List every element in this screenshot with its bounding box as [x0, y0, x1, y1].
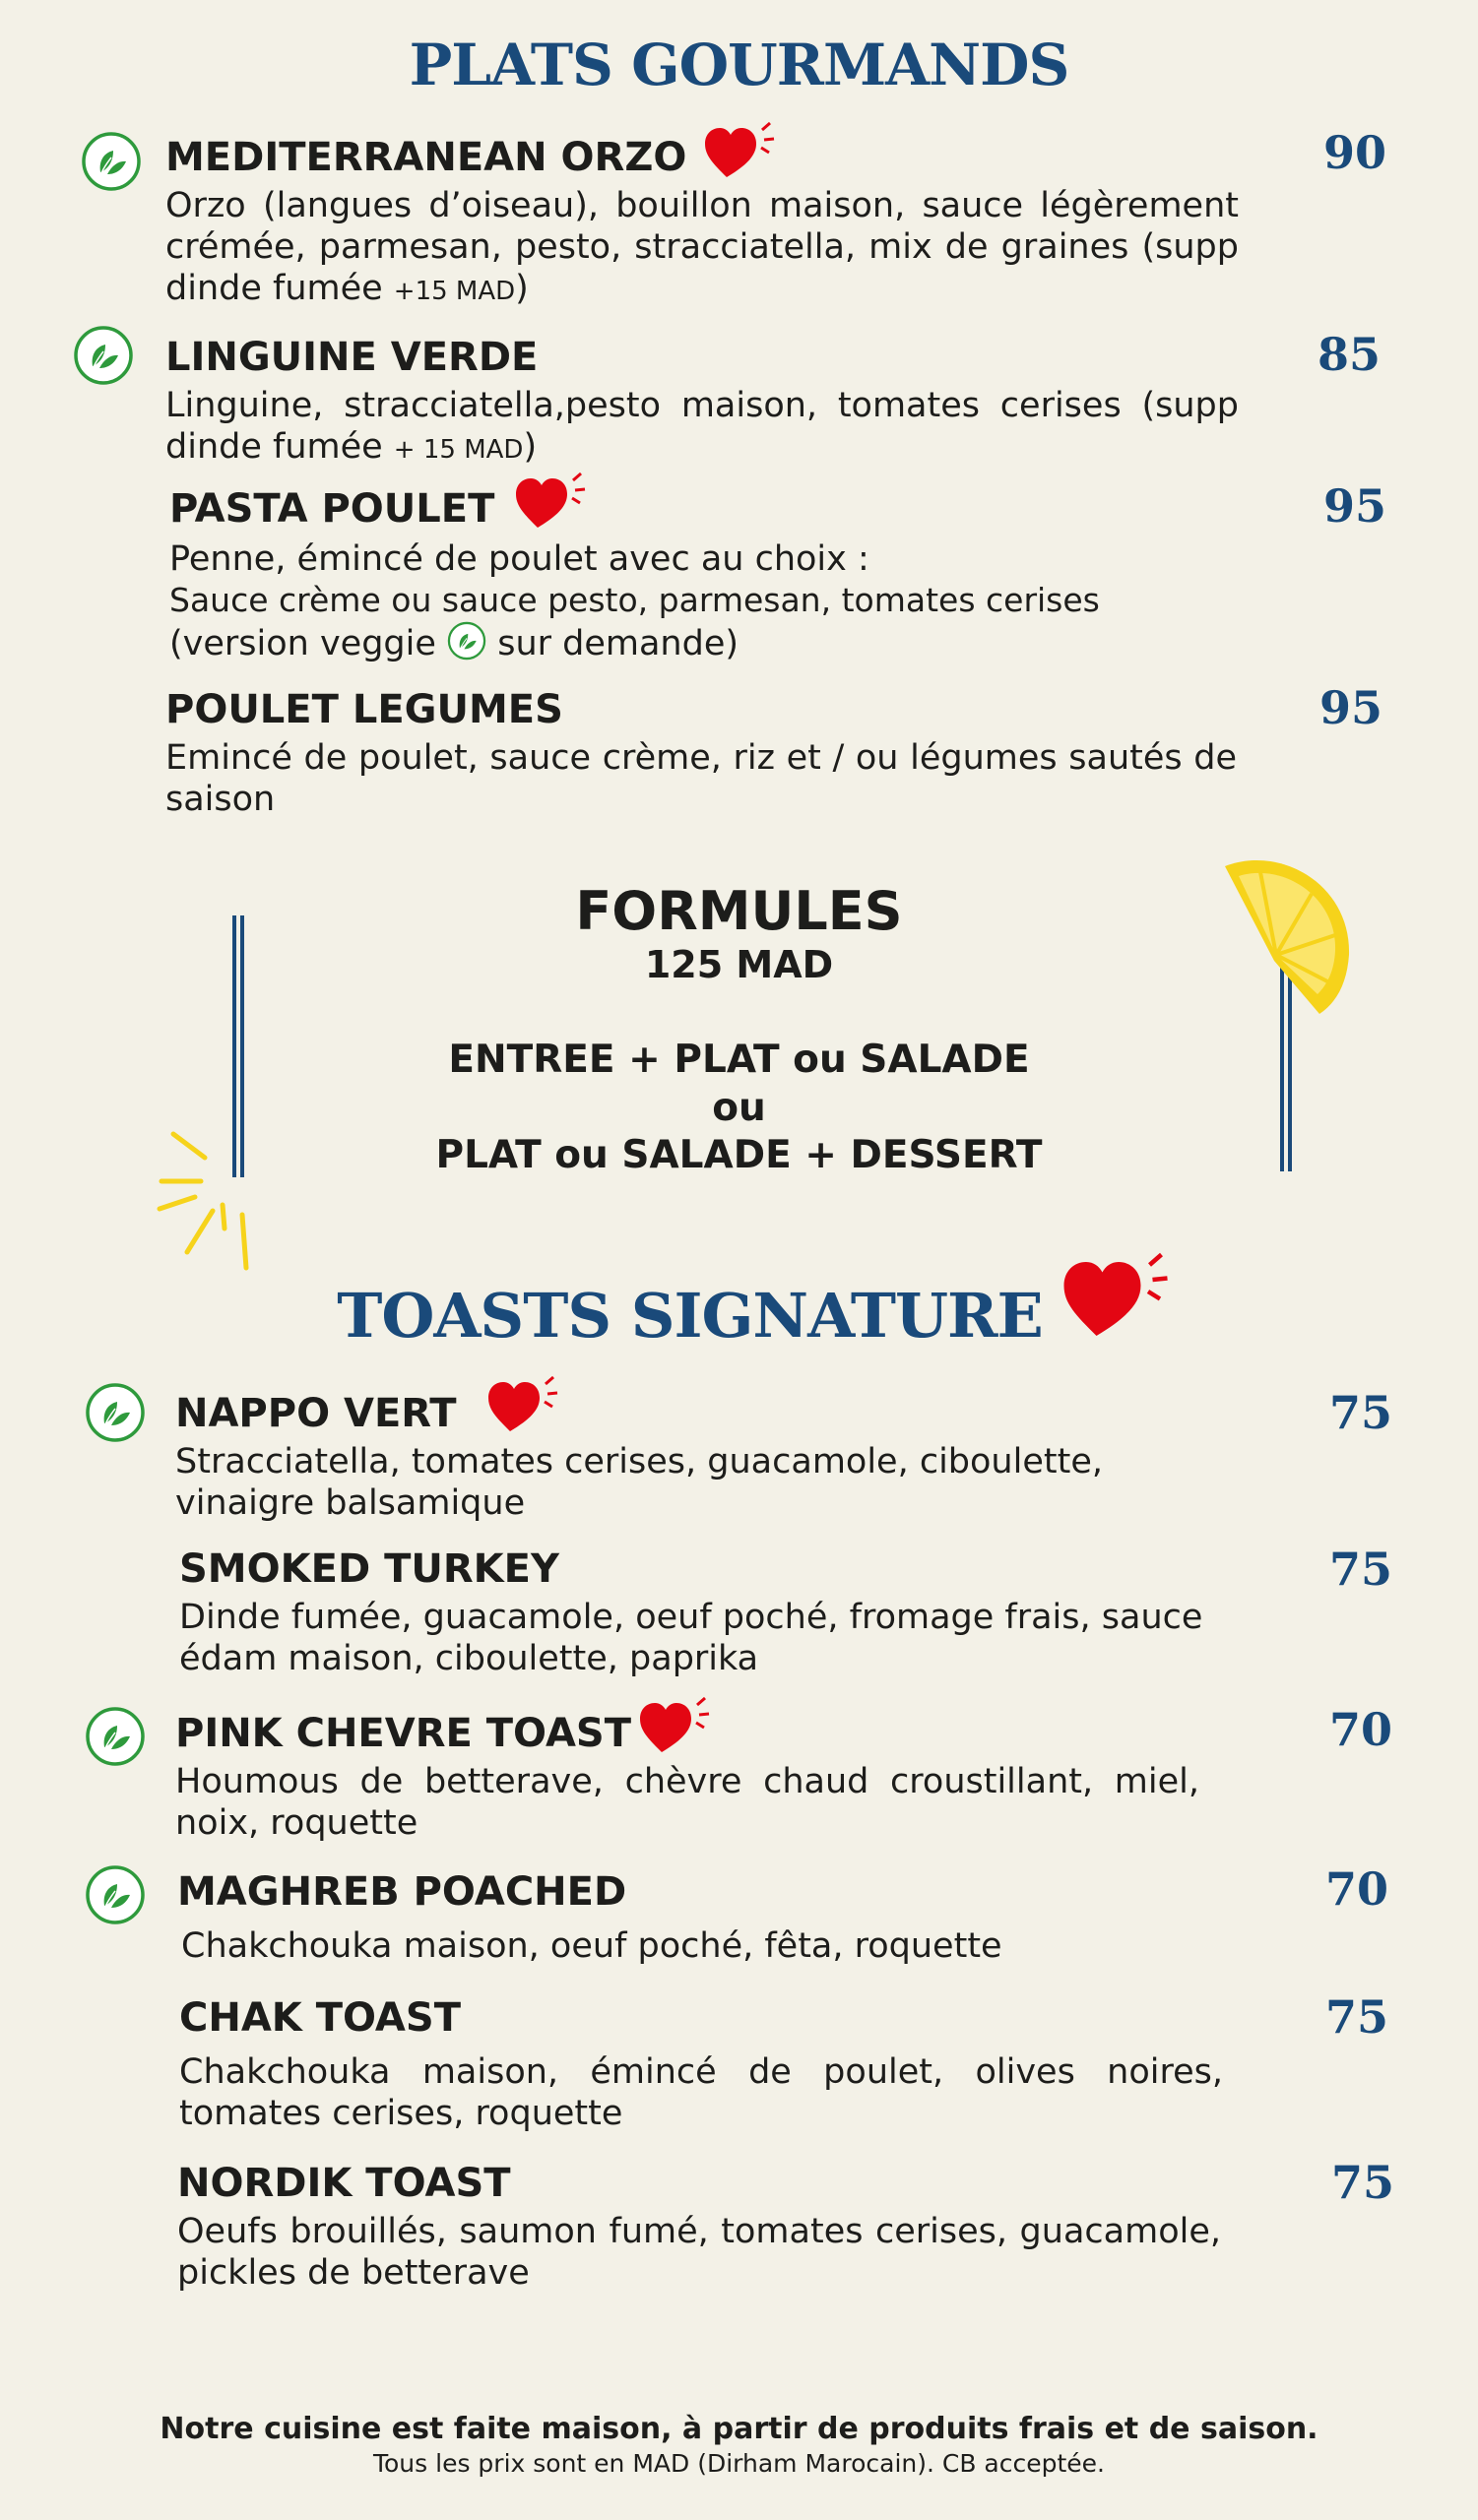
menu-item-mediterranean-orzo [165, 134, 1239, 312]
veggie-leaf-icon [85, 1706, 146, 1767]
veggie-leaf-icon [81, 131, 142, 192]
section-title-toasts: TOASTS SIGNATURE [337, 1280, 1043, 1352]
item-name: NORDIK TOAST [177, 2161, 511, 2206]
veggie-leaf-icon [73, 325, 134, 386]
item-name: NAPPO VERT [175, 1391, 457, 1436]
formules-price: 125 MAD [644, 943, 834, 986]
item-description: Stracciatella, tomates cerises, guacamole, ciboulette, vinaigre balsamique [175, 1442, 1103, 1523]
item-price: 75 [1330, 2156, 1394, 2209]
item-price: 95 [1322, 479, 1386, 533]
item-description: Oeufs brouillés, saumon fumé, tomates cerises, guacamole, pickles de betterave [177, 2212, 1221, 2293]
item-price: 75 [1328, 1386, 1392, 1439]
item-price: 95 [1318, 681, 1382, 734]
item-name: POULET LEGUMES [165, 687, 563, 732]
formules-line-2: ou [712, 1086, 766, 1130]
item-price: 90 [1322, 126, 1386, 179]
item-name: MAGHREB POACHED [177, 1869, 627, 1915]
menu-item-pasta-poulet [169, 485, 1253, 664]
heart-icon [703, 120, 776, 183]
footer-note: Notre cuisine est faite maison, à partir de produits frais et de saison. [160, 2412, 1318, 2446]
heart-icon [1060, 1250, 1172, 1345]
menu-item-nordik-toast [177, 2160, 1221, 2294]
heart-icon [514, 471, 587, 534]
item-price: 75 [1324, 1990, 1388, 2044]
item-name: CHAK TOAST [179, 1995, 461, 2041]
section-title-plats: PLATS GOURMANDS [409, 32, 1069, 98]
item-description: Houmous de betterave, chèvre chaud croustillant, miel, noix, roquette [175, 1762, 1199, 1843]
formules-line-1: ENTREE + PLAT ou SALADE [448, 1038, 1030, 1082]
item-description: Linguine, stracciatella,pesto maison, tomates cerises (supp dinde fumée + 15 MAD) [165, 386, 1239, 467]
menu-item-nappo-vert [175, 1390, 1199, 1524]
veggie-leaf-icon [85, 1864, 146, 1925]
item-description: Chakchouka maison, oeuf poché, fêta, roquette [181, 1926, 1002, 1966]
veggie-leaf-icon [85, 1382, 146, 1443]
item-name: SMOKED TURKEY [179, 1546, 559, 1592]
item-description: Chakchouka maison, émincé de poulet, olives noires, tomates cerises, roquette [179, 2052, 1223, 2133]
item-name: PASTA POULET [169, 486, 495, 532]
item-price: 75 [1328, 1543, 1392, 1596]
formules-line-3: PLAT ou SALADE + DESSERT [435, 1133, 1043, 1177]
menu-item-linguine-verde [165, 334, 1239, 471]
item-description: Penne, émincé de poulet avec au choix : Sauce crème ou sauce pesto, parmesan, tomates cerises (version veggie sur demande) [169, 539, 1100, 663]
item-price: 70 [1324, 1862, 1388, 1916]
item-name: PINK CHEVRE TOAST [175, 1711, 632, 1756]
item-description: Dinde fumée, guacamole, oeuf poché, fromage frais, sauce édam maison, ciboulette, paprika [179, 1598, 1203, 1678]
item-name: MEDITERRANEAN ORZO [165, 135, 687, 180]
item-description: Emincé de poulet, sauce crème, riz et / ou légumes sautés de saison [165, 738, 1237, 819]
formules-title: FORMULES [575, 880, 903, 942]
menu-item-chak-toast [179, 1994, 1223, 2134]
item-description: Orzo (langues d’oiseau), bouillon maison, sauce légèrement crémée, parmesan, pesto, stracciatella, mix de graines (supp dinde fumée +15 MAD) [165, 186, 1239, 308]
item-price: 70 [1328, 1703, 1392, 1756]
heart-icon [486, 1374, 559, 1437]
menu-item-maghreb-poached [177, 1868, 1201, 1967]
item-name: LINGUINE VERDE [165, 335, 539, 380]
footer-price-info: Tous les prix sont en MAD (Dirham Marocain). CB acceptée. [372, 2449, 1106, 2478]
menu-item-smoked-turkey [179, 1545, 1203, 1679]
item-price: 85 [1317, 328, 1381, 381]
heart-icon [638, 1695, 711, 1758]
menu-item-poulet-legumes [165, 686, 1237, 820]
veggie-leaf-icon [447, 621, 486, 661]
